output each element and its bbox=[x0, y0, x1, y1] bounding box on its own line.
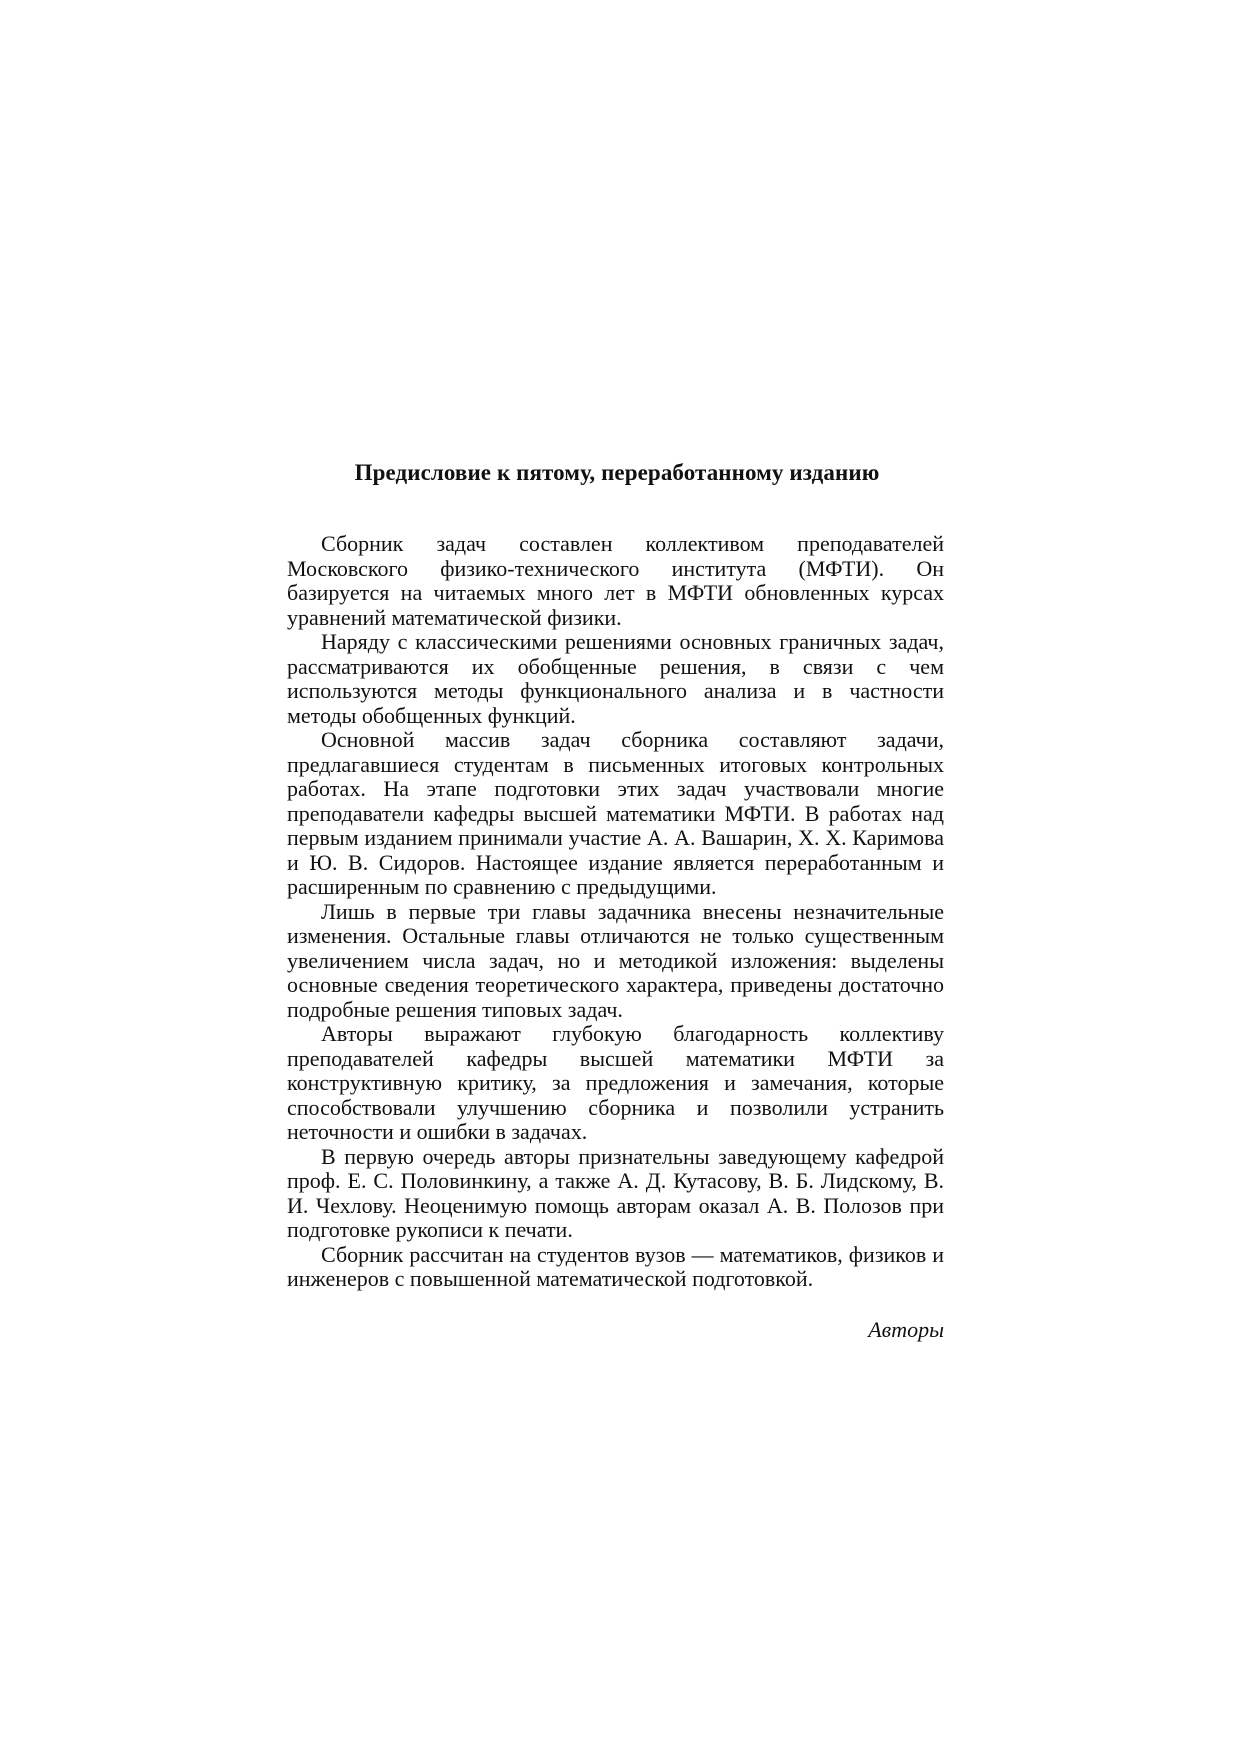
preface-body bbox=[287, 532, 944, 1292]
paragraph-3: Основной массив задач сборника составляют задачи, предлагавшиеся студентам в письменных итоговых контрольных работах. На этапе подготовки этих задач участвовали многие преподаватели кафедры высшей математики МФТИ. В работах над первым изданием принимали участие А. А. Вашарин, Х. Х. Каримова и Ю. В. Сидоров. Настоящее издание является переработанным и расширенным по сравнению с предыдущими. bbox=[287, 727, 944, 899]
signature: Авторы bbox=[868, 1317, 944, 1342]
page-title: Предисловие к пятому, переработанному изданию bbox=[354, 460, 880, 485]
paragraph-6: В первую очередь авторы признательны заведующему кафедрой проф. Е. С. Половинкину, а также А. Д. Кутасову, В. Б. Лидскому, В. И. Чехлову. Неоценимую помощь авторам оказал А. В. Полозов при подготовке рукописи к печати. bbox=[287, 1143, 944, 1242]
paragraph-5: Авторы выражают глубокую благодарность коллективу преподавателей кафедры высшей математики МФТИ за конструктивную критику, за предложения и замечания, которые способствовали улучшению сборника и позволили устранить неточности и ошибки в задачах. bbox=[287, 1021, 944, 1144]
paragraph-4: Лишь в первые три главы задачника внесены незначительные изменения. Остальные главы отличаются не только существенным увеличением числа задач, но и методикой изложения: выделены основные сведения теоретического характера, приведены достаточно подробные решения типовых задач. bbox=[287, 898, 944, 1022]
paragraph-7: Сборник рассчитан на студентов вузов — математиков, физиков и инженеров с повышенной математической подготовкой. bbox=[287, 1241, 944, 1291]
paragraph-1: Сборник задач составлен коллективом преподавателей Московского физико-технического института (МФТИ). Он базируется на читаемых много лет в МФТИ обновленных курсах уравнений математической физики. bbox=[287, 531, 944, 630]
paragraph-2: Наряду с классическими решениями основных граничных задач, рассматриваются их обобщенные решения, в связи с чем используются методы функционального анализа и в частности методы обобщенных функций. bbox=[287, 629, 944, 728]
